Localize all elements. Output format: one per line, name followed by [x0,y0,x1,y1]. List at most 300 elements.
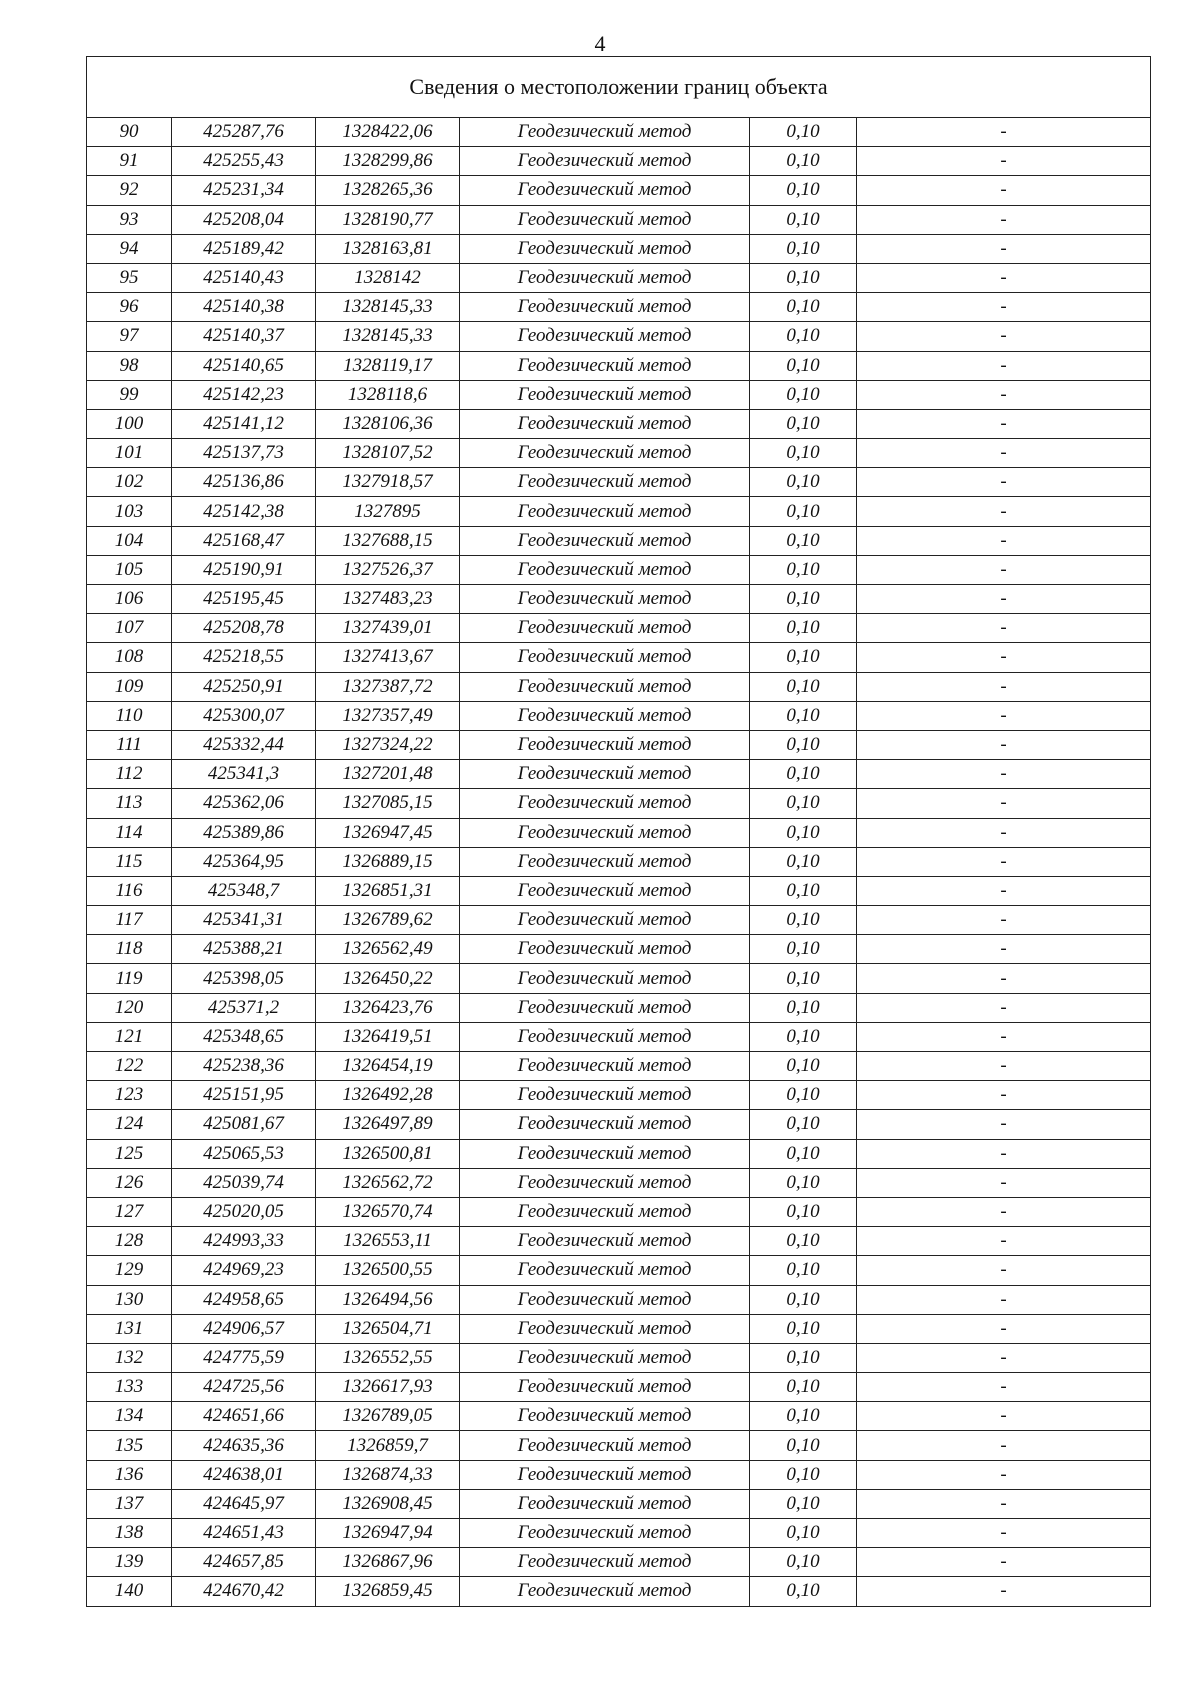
table-row [87,1519,1151,1548]
x-coordinate-cell: 424906,57 [172,1314,316,1343]
point-number-cell: 100 [87,409,172,438]
point-number-cell: 96 [87,293,172,322]
method-cell: Геодезический метод [460,147,750,176]
y-coordinate-cell: 1326419,51 [316,1022,460,1051]
method-cell: Геодезический метод [460,1081,750,1110]
point-number-cell: 114 [87,818,172,847]
table-row [87,1548,1151,1577]
accuracy-cell: 0,10 [750,1519,857,1548]
table-row [87,263,1151,292]
y-coordinate-cell: 1326494,56 [316,1285,460,1314]
point-number-cell: 104 [87,526,172,555]
point-number-cell: 140 [87,1577,172,1606]
y-coordinate-cell: 1326454,19 [316,1052,460,1081]
method-cell: Геодезический метод [460,818,750,847]
point-number-cell: 99 [87,380,172,409]
y-coordinate-cell: 1326859,7 [316,1431,460,1460]
point-number-cell: 134 [87,1402,172,1431]
table-row [87,1197,1151,1226]
table-row [87,993,1151,1022]
description-cell: - [857,1343,1151,1372]
table-row [87,672,1151,701]
accuracy-cell: 0,10 [750,322,857,351]
method-cell: Геодезический метод [460,351,750,380]
description-cell: - [857,497,1151,526]
x-coordinate-cell: 425364,95 [172,847,316,876]
accuracy-cell: 0,10 [750,555,857,584]
accuracy-cell: 0,10 [750,876,857,905]
description-cell: - [857,176,1151,205]
table-title-row [87,57,1151,118]
method-cell: Геодезический метод [460,1256,750,1285]
point-number-cell: 105 [87,555,172,584]
y-coordinate-cell: 1326562,72 [316,1168,460,1197]
method-cell: Геодезический метод [460,118,750,147]
table-row [87,1285,1151,1314]
point-number-cell: 133 [87,1373,172,1402]
y-coordinate-cell: 1328145,33 [316,322,460,351]
accuracy-cell: 0,10 [750,1460,857,1489]
point-number-cell: 116 [87,876,172,905]
y-coordinate-cell: 1327918,57 [316,468,460,497]
y-coordinate-cell: 1328265,36 [316,176,460,205]
description-cell: - [857,730,1151,759]
table-row [87,876,1151,905]
description-cell: - [857,876,1151,905]
y-coordinate-cell: 1328422,06 [316,118,460,147]
accuracy-cell: 0,10 [750,293,857,322]
table-row [87,1110,1151,1139]
point-number-cell: 92 [87,176,172,205]
table-row [87,468,1151,497]
method-cell: Геодезический метод [460,760,750,789]
point-number-cell: 102 [87,468,172,497]
table-row [87,701,1151,730]
x-coordinate-cell: 425332,44 [172,730,316,759]
method-cell: Геодезический метод [460,497,750,526]
table-row [87,614,1151,643]
y-coordinate-cell: 1327526,37 [316,555,460,584]
accuracy-cell: 0,10 [750,1489,857,1518]
accuracy-cell: 0,10 [750,672,857,701]
accuracy-cell: 0,10 [750,1373,857,1402]
description-cell: - [857,1081,1151,1110]
y-coordinate-cell: 1326874,33 [316,1460,460,1489]
table-row [87,497,1151,526]
y-coordinate-cell: 1326500,55 [316,1256,460,1285]
description-cell: - [857,906,1151,935]
point-number-cell: 125 [87,1139,172,1168]
description-cell: - [857,1489,1151,1518]
point-number-cell: 139 [87,1548,172,1577]
point-number-cell: 123 [87,1081,172,1110]
table-row [87,322,1151,351]
x-coordinate-cell: 424638,01 [172,1460,316,1489]
method-cell: Геодезический метод [460,672,750,701]
accuracy-cell: 0,10 [750,1227,857,1256]
point-number-cell: 109 [87,672,172,701]
accuracy-cell: 0,10 [750,526,857,555]
description-cell: - [857,1168,1151,1197]
table-row [87,147,1151,176]
method-cell: Геодезический метод [460,205,750,234]
table-row [87,964,1151,993]
accuracy-cell: 0,10 [750,643,857,672]
y-coordinate-cell: 1326562,49 [316,935,460,964]
point-number-cell: 94 [87,234,172,263]
method-cell: Геодезический метод [460,1022,750,1051]
method-cell: Геодезический метод [460,526,750,555]
x-coordinate-cell: 425398,05 [172,964,316,993]
boundary-table-container [86,56,1150,1607]
y-coordinate-cell: 1327387,72 [316,672,460,701]
table-title: Сведения о местоположении границ объекта [87,57,1151,118]
accuracy-cell: 0,10 [750,351,857,380]
x-coordinate-cell: 425190,91 [172,555,316,584]
y-coordinate-cell: 1328145,33 [316,293,460,322]
accuracy-cell: 0,10 [750,1139,857,1168]
table-row [87,380,1151,409]
point-number-cell: 101 [87,439,172,468]
y-coordinate-cell: 1328119,17 [316,351,460,380]
x-coordinate-cell: 425341,3 [172,760,316,789]
x-coordinate-cell: 425287,76 [172,118,316,147]
method-cell: Геодезический метод [460,1168,750,1197]
y-coordinate-cell: 1326553,11 [316,1227,460,1256]
description-cell: - [857,1548,1151,1577]
description-cell: - [857,293,1151,322]
description-cell: - [857,789,1151,818]
x-coordinate-cell: 424670,42 [172,1577,316,1606]
description-cell: - [857,1519,1151,1548]
accuracy-cell: 0,10 [750,818,857,847]
y-coordinate-cell: 1327439,01 [316,614,460,643]
description-cell: - [857,439,1151,468]
y-coordinate-cell: 1327688,15 [316,526,460,555]
description-cell: - [857,964,1151,993]
method-cell: Геодезический метод [460,1197,750,1226]
x-coordinate-cell: 425208,78 [172,614,316,643]
method-cell: Геодезический метод [460,1431,750,1460]
x-coordinate-cell: 425142,23 [172,380,316,409]
accuracy-cell: 0,10 [750,380,857,409]
point-number-cell: 121 [87,1022,172,1051]
description-cell: - [857,993,1151,1022]
y-coordinate-cell: 1326789,05 [316,1402,460,1431]
table-row [87,1168,1151,1197]
x-coordinate-cell: 425238,36 [172,1052,316,1081]
point-number-cell: 132 [87,1343,172,1372]
y-coordinate-cell: 1328299,86 [316,147,460,176]
method-cell: Геодезический метод [460,1343,750,1372]
accuracy-cell: 0,10 [750,1285,857,1314]
accuracy-cell: 0,10 [750,468,857,497]
accuracy-cell: 0,10 [750,614,857,643]
x-coordinate-cell: 425388,21 [172,935,316,964]
method-cell: Геодезический метод [460,1402,750,1431]
method-cell: Геодезический метод [460,585,750,614]
description-cell: - [857,1022,1151,1051]
table-row [87,1373,1151,1402]
description-cell: - [857,643,1151,672]
method-cell: Геодезический метод [460,1519,750,1548]
x-coordinate-cell: 424725,56 [172,1373,316,1402]
description-cell: - [857,1052,1151,1081]
x-coordinate-cell: 425250,91 [172,672,316,701]
method-cell: Геодезический метод [460,1577,750,1606]
description-cell: - [857,1285,1151,1314]
accuracy-cell: 0,10 [750,439,857,468]
x-coordinate-cell: 425189,42 [172,234,316,263]
table-row [87,1256,1151,1285]
accuracy-cell: 0,10 [750,789,857,818]
accuracy-cell: 0,10 [750,1343,857,1372]
method-cell: Геодезический метод [460,468,750,497]
boundary-points-table [86,56,1151,1607]
point-number-cell: 126 [87,1168,172,1197]
method-cell: Геодезический метод [460,555,750,584]
description-cell: - [857,147,1151,176]
method-cell: Геодезический метод [460,380,750,409]
point-number-cell: 108 [87,643,172,672]
description-cell: - [857,118,1151,147]
point-number-cell: 135 [87,1431,172,1460]
method-cell: Геодезический метод [460,409,750,438]
table-row [87,351,1151,380]
method-cell: Геодезический метод [460,993,750,1022]
point-number-cell: 120 [87,993,172,1022]
accuracy-cell: 0,10 [750,730,857,759]
table-row [87,1343,1151,1372]
accuracy-cell: 0,10 [750,1197,857,1226]
description-cell: - [857,380,1151,409]
method-cell: Геодезический метод [460,322,750,351]
x-coordinate-cell: 424635,36 [172,1431,316,1460]
point-number-cell: 95 [87,263,172,292]
description-cell: - [857,672,1151,701]
accuracy-cell: 0,10 [750,1402,857,1431]
description-cell: - [857,1373,1151,1402]
x-coordinate-cell: 424645,97 [172,1489,316,1518]
table-row [87,847,1151,876]
method-cell: Геодезический метод [460,1373,750,1402]
table-row [87,526,1151,555]
y-coordinate-cell: 1328190,77 [316,205,460,234]
description-cell: - [857,818,1151,847]
method-cell: Геодезический метод [460,1139,750,1168]
method-cell: Геодезический метод [460,789,750,818]
description-cell: - [857,1402,1151,1431]
method-cell: Геодезический метод [460,234,750,263]
point-number-cell: 110 [87,701,172,730]
table-row [87,1460,1151,1489]
y-coordinate-cell: 1327085,15 [316,789,460,818]
table-body [87,118,1151,1607]
accuracy-cell: 0,10 [750,1052,857,1081]
accuracy-cell: 0,10 [750,847,857,876]
accuracy-cell: 0,10 [750,1431,857,1460]
x-coordinate-cell: 425141,12 [172,409,316,438]
method-cell: Геодезический метод [460,1052,750,1081]
point-number-cell: 115 [87,847,172,876]
table-row [87,730,1151,759]
method-cell: Геодезический метод [460,964,750,993]
table-row [87,118,1151,147]
description-cell: - [857,585,1151,614]
y-coordinate-cell: 1326497,89 [316,1110,460,1139]
accuracy-cell: 0,10 [750,147,857,176]
y-coordinate-cell: 1328106,36 [316,409,460,438]
description-cell: - [857,701,1151,730]
point-number-cell: 90 [87,118,172,147]
method-cell: Геодезический метод [460,439,750,468]
point-number-cell: 118 [87,935,172,964]
description-cell: - [857,409,1151,438]
x-coordinate-cell: 424969,23 [172,1256,316,1285]
y-coordinate-cell: 1326851,31 [316,876,460,905]
method-cell: Геодезический метод [460,1548,750,1577]
table-row [87,1022,1151,1051]
table-row [87,234,1151,263]
accuracy-cell: 0,10 [750,409,857,438]
table-row [87,1402,1151,1431]
table-row [87,1139,1151,1168]
y-coordinate-cell: 1326504,71 [316,1314,460,1343]
description-cell: - [857,234,1151,263]
method-cell: Геодезический метод [460,1314,750,1343]
table-row [87,760,1151,789]
x-coordinate-cell: 425168,47 [172,526,316,555]
y-coordinate-cell: 1326552,55 [316,1343,460,1372]
point-number-cell: 127 [87,1197,172,1226]
point-number-cell: 136 [87,1460,172,1489]
accuracy-cell: 0,10 [750,1022,857,1051]
table-row [87,409,1151,438]
x-coordinate-cell: 425208,04 [172,205,316,234]
x-coordinate-cell: 425195,45 [172,585,316,614]
table-row [87,1314,1151,1343]
y-coordinate-cell: 1326500,81 [316,1139,460,1168]
table-row [87,935,1151,964]
point-number-cell: 137 [87,1489,172,1518]
accuracy-cell: 0,10 [750,1081,857,1110]
description-cell: - [857,1197,1151,1226]
table-row [87,1081,1151,1110]
y-coordinate-cell: 1326947,45 [316,818,460,847]
table-row [87,439,1151,468]
y-coordinate-cell: 1326570,74 [316,1197,460,1226]
y-coordinate-cell: 1328142 [316,263,460,292]
description-cell: - [857,935,1151,964]
description-cell: - [857,263,1151,292]
y-coordinate-cell: 1326617,93 [316,1373,460,1402]
x-coordinate-cell: 424651,66 [172,1402,316,1431]
table-row [87,1431,1151,1460]
point-number-cell: 129 [87,1256,172,1285]
method-cell: Геодезический метод [460,876,750,905]
y-coordinate-cell: 1328107,52 [316,439,460,468]
accuracy-cell: 0,10 [750,176,857,205]
table-row [87,205,1151,234]
point-number-cell: 111 [87,730,172,759]
x-coordinate-cell: 425137,73 [172,439,316,468]
point-number-cell: 97 [87,322,172,351]
accuracy-cell: 0,10 [750,1577,857,1606]
description-cell: - [857,1139,1151,1168]
accuracy-cell: 0,10 [750,118,857,147]
x-coordinate-cell: 425348,7 [172,876,316,905]
x-coordinate-cell: 425140,43 [172,263,316,292]
x-coordinate-cell: 425142,38 [172,497,316,526]
point-number-cell: 131 [87,1314,172,1343]
description-cell: - [857,847,1151,876]
point-number-cell: 106 [87,585,172,614]
method-cell: Геодезический метод [460,293,750,322]
description-cell: - [857,1577,1151,1606]
table-row [87,176,1151,205]
accuracy-cell: 0,10 [750,993,857,1022]
y-coordinate-cell: 1328118,6 [316,380,460,409]
method-cell: Геодезический метод [460,1460,750,1489]
table-row [87,789,1151,818]
accuracy-cell: 0,10 [750,497,857,526]
description-cell: - [857,1431,1151,1460]
method-cell: Геодезический метод [460,1285,750,1314]
method-cell: Геодезический метод [460,935,750,964]
y-coordinate-cell: 1326859,45 [316,1577,460,1606]
accuracy-cell: 0,10 [750,1168,857,1197]
method-cell: Геодезический метод [460,263,750,292]
x-coordinate-cell: 425151,95 [172,1081,316,1110]
x-coordinate-cell: 424775,59 [172,1343,316,1372]
accuracy-cell: 0,10 [750,263,857,292]
point-number-cell: 98 [87,351,172,380]
point-number-cell: 117 [87,906,172,935]
table-row [87,906,1151,935]
method-cell: Геодезический метод [460,1227,750,1256]
accuracy-cell: 0,10 [750,964,857,993]
accuracy-cell: 0,10 [750,1256,857,1285]
y-coordinate-cell: 1326947,94 [316,1519,460,1548]
x-coordinate-cell: 424651,43 [172,1519,316,1548]
y-coordinate-cell: 1327483,23 [316,585,460,614]
x-coordinate-cell: 424958,65 [172,1285,316,1314]
method-cell: Геодезический метод [460,847,750,876]
description-cell: - [857,526,1151,555]
y-coordinate-cell: 1327895 [316,497,460,526]
x-coordinate-cell: 425020,05 [172,1197,316,1226]
table-row [87,585,1151,614]
method-cell: Геодезический метод [460,1110,750,1139]
x-coordinate-cell: 425231,34 [172,176,316,205]
x-coordinate-cell: 425140,65 [172,351,316,380]
method-cell: Геодезический метод [460,1489,750,1518]
y-coordinate-cell: 1328163,81 [316,234,460,263]
point-number-cell: 93 [87,205,172,234]
table-row [87,555,1151,584]
x-coordinate-cell: 425348,65 [172,1022,316,1051]
point-number-cell: 128 [87,1227,172,1256]
method-cell: Геодезический метод [460,176,750,205]
y-coordinate-cell: 1327357,49 [316,701,460,730]
description-cell: - [857,1460,1151,1489]
y-coordinate-cell: 1327201,48 [316,760,460,789]
point-number-cell: 113 [87,789,172,818]
table-row [87,1052,1151,1081]
accuracy-cell: 0,10 [750,906,857,935]
x-coordinate-cell: 425389,86 [172,818,316,847]
x-coordinate-cell: 425371,2 [172,993,316,1022]
